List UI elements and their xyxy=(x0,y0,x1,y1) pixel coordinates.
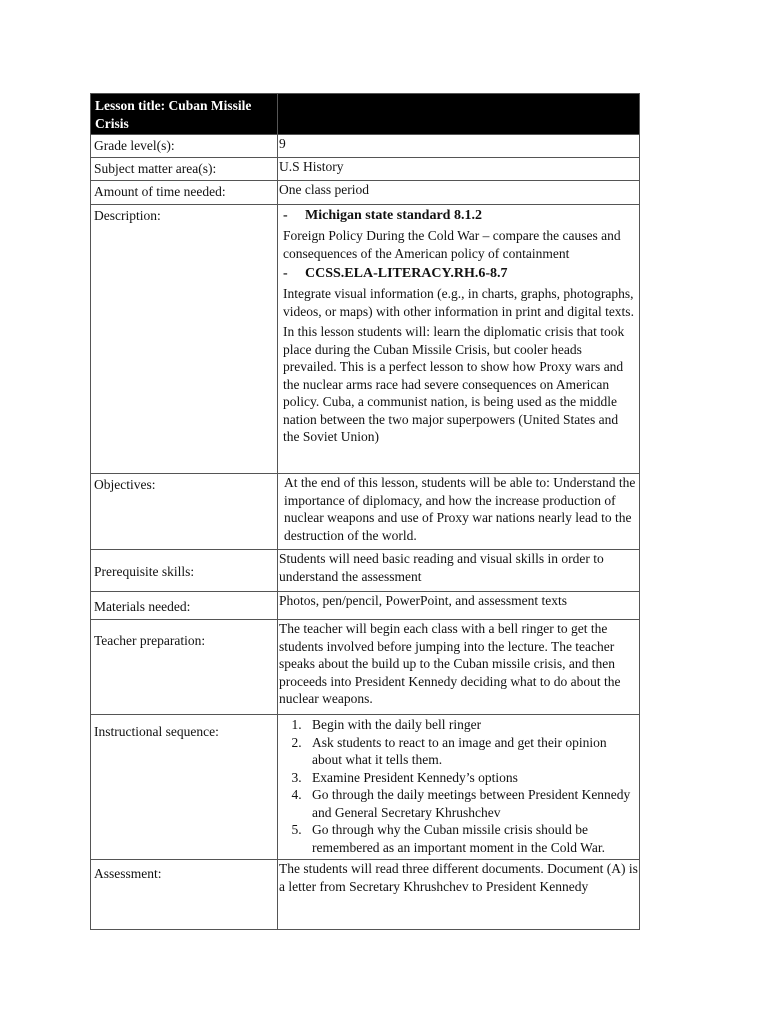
objectives-text: At the end of this lesson, students will be able to: Understand the importance of diplomacy, and how the increase production of nuclear weapons and use of Proxy war nations nearly lead to the destruction of the world. xyxy=(284,475,636,543)
sequence-cell xyxy=(278,715,640,860)
objectives-value xyxy=(278,474,640,550)
grade-label: Grade level(s): xyxy=(91,135,278,158)
table-row xyxy=(91,715,640,860)
prereq-value: Students will need basic reading and visual skills in order to understand the assessment xyxy=(278,550,640,592)
table-row xyxy=(91,205,640,474)
list-item: 3. Examine President Kennedy’s options xyxy=(305,769,638,787)
lesson-plan-table xyxy=(90,93,640,930)
assessment-label-text: Assessment: xyxy=(94,866,162,881)
instructional-list xyxy=(279,716,638,856)
subject-label: Subject matter area(s): xyxy=(91,158,278,181)
subject-value: U.S History xyxy=(278,158,640,181)
materials-value: Photos, pen/pencil, PowerPoint, and assessment texts xyxy=(278,592,640,620)
prep-value: The teacher will begin each class with a bell ringer to get the students involved before jumping into the lecture. The teacher speaks about the build up to the Cuban missile crisis, and then proceeds into President Kennedy deciding what to do about the nuclear weapons. xyxy=(278,620,640,715)
time-label: Amount of time needed: xyxy=(91,181,278,205)
prereq-label-text: Prerequisite skills: xyxy=(94,563,195,579)
prereq-label xyxy=(91,550,278,592)
prep-label xyxy=(91,620,278,715)
assessment-value: The students will read three different documents. Document (A) is a letter from Secretary Khrushchev to President Kennedy xyxy=(278,860,640,930)
lesson-summary: In this lesson students will: learn the diplomatic crisis that took place during the Cuban Missile Crisis, but cooler heads prevailed. This is a perfect lesson to show how Proxy wars and the nuclear arms race had severe consequences on American policy. Cuba, a communist nation, is being used as the middle nation between the two major superpowers (United States and the Soviet Union) xyxy=(283,324,625,444)
standard-2-title: CCSS.ELA-LITERACY.RH.6-8.7 xyxy=(305,266,508,281)
sequence-label-text: Instructional sequence: xyxy=(94,724,219,739)
table-row xyxy=(91,181,640,205)
list-item: 4. Go through the daily meetings between President Kennedy and General Secretary Khrushchev xyxy=(305,786,638,821)
table-row xyxy=(91,620,640,715)
materials-label-text: Materials needed: xyxy=(94,598,191,614)
standard-2-text: Integrate visual information (e.g., in charts, graphs, photographs, videos, or maps) with other information in print and digital texts. xyxy=(283,286,634,319)
time-value: One class period xyxy=(278,181,640,205)
lesson-title: Lesson title: Cuban Missile Crisis xyxy=(91,94,278,135)
standard-1-text: Foreign Policy During the Cold War – compare the causes and consequences of the American policy of containment xyxy=(283,228,621,261)
table-row xyxy=(91,474,640,550)
table-header-row xyxy=(91,94,640,135)
standard-bullet: - CCSS.ELA-LITERACY.RH.6-8.7 xyxy=(283,266,508,281)
table-row xyxy=(91,860,640,930)
list-item: 2. Ask students to react to an image and get their opinion about what it tells them. xyxy=(305,734,638,769)
table-row xyxy=(91,550,640,592)
sequence-label xyxy=(91,715,278,860)
header-blank-cell xyxy=(278,94,640,135)
assessment-label xyxy=(91,860,278,930)
prep-label-text: Teacher preparation: xyxy=(94,633,206,648)
objectives-label: Objectives: xyxy=(91,474,278,550)
standard-1-title: Michigan state standard 8.1.2 xyxy=(305,208,482,223)
description-cell xyxy=(278,205,640,474)
table-row xyxy=(91,135,640,158)
list-item: 1. Begin with the daily bell ringer xyxy=(305,716,638,734)
grade-value: 9 xyxy=(278,135,640,158)
standard-bullet: - Michigan state standard 8.1.2 xyxy=(283,208,482,223)
description-label: Description: xyxy=(91,205,278,474)
table-row xyxy=(91,592,640,620)
list-item: 5. Go through why the Cuban missile crisis should be remembered as an important moment in the Cold War. xyxy=(305,821,638,856)
table-row xyxy=(91,158,640,181)
materials-label xyxy=(91,592,278,620)
